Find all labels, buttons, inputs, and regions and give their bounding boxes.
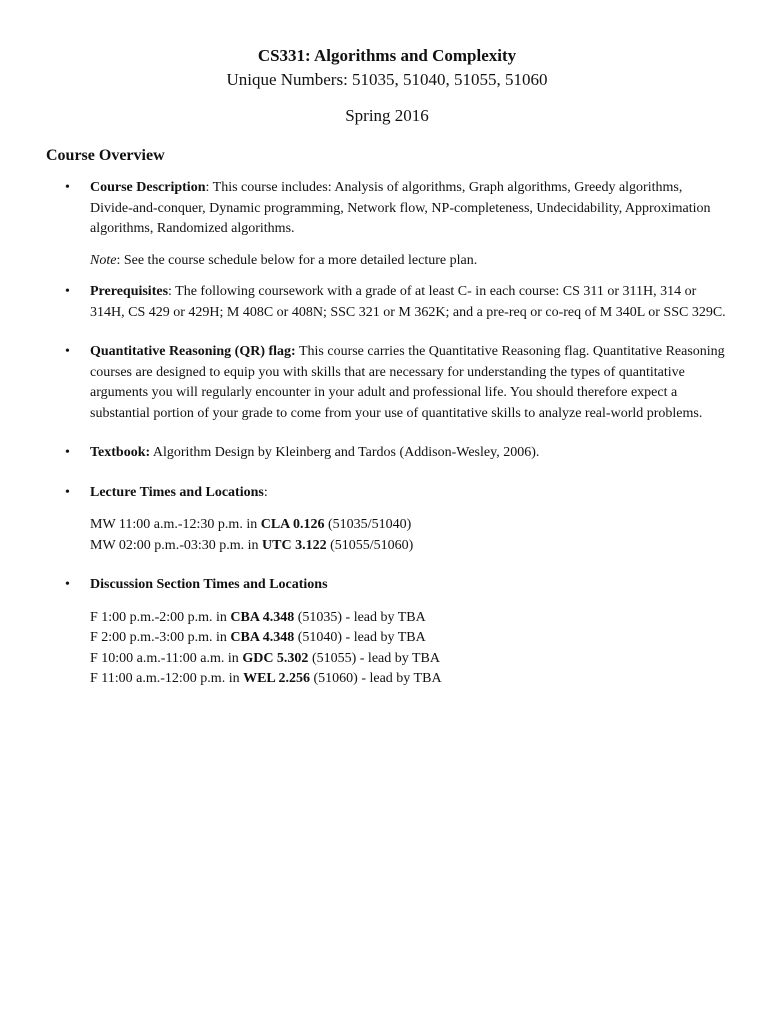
- prerequisites-item: [46, 282, 728, 323]
- lecture-row: [90, 536, 728, 557]
- bullet-icon: •: [65, 344, 70, 359]
- qr-flag: [90, 342, 728, 424]
- lecture-room: CLA 0.126: [260, 517, 325, 532]
- bullet-icon: •: [65, 484, 70, 500]
- lecture-room: UTC 3.122: [262, 537, 327, 553]
- bullet-icon: •: [65, 284, 70, 299]
- discussion-time: F 11:00 a.m.-12:00 p.m. in: [90, 671, 244, 686]
- discussion-time: F 2:00 p.m.-3:00 p.m. in: [90, 630, 231, 645]
- qr-flag-text: This course carries the Quantitative Reasoning flag. Quantitative Reasoning courses are designed to equip you with skills that are necessary for understanding the types of quantitative arguments you will regularly encounter in your adult and professional life. You should therefore expect a substantial portion of your grade to come from your use of quantitative skills to analyze real-world problems.: [90, 344, 725, 421]
- course-description-label: Course Description: [90, 180, 206, 195]
- qr-flag-item: [46, 342, 728, 424]
- discussion-times-heading: [90, 575, 728, 596]
- textbook-item: [46, 443, 728, 464]
- course-title: CS331: Algorithms and Complexity: [257, 46, 517, 65]
- bullet-icon: •: [65, 180, 70, 195]
- textbook-label: Textbook:: [90, 445, 151, 460]
- prerequisites: [90, 282, 728, 323]
- lecture-sections: (51055/51060): [326, 537, 414, 553]
- discussion-row: [90, 649, 728, 670]
- discussion-time: F 10:00 a.m.-11:00 a.m. in: [90, 650, 243, 666]
- note-label: Note: [90, 252, 117, 268]
- course-description-item: [46, 178, 728, 271]
- lecture-times-item: [46, 483, 728, 557]
- lecture-row: [90, 515, 728, 536]
- discussion-time: F 1:00 p.m.-2:00 p.m. in: [90, 609, 231, 625]
- discussion-room: CBA 4.348: [230, 609, 295, 625]
- textbook: [90, 443, 728, 464]
- qr-flag-label: Quantitative Reasoning (QR) flag:: [90, 344, 296, 359]
- discussion-row: [90, 608, 728, 629]
- lecture-list: [90, 515, 728, 556]
- section-heading-course-overview: Course Overview: [46, 147, 165, 164]
- course-description-text: : This course includes: Analysis of algorithms, Graph algorithms, Greedy algorithms, Divide-and-conquer, Dynamic programming, Network flow, NP-completeness, Undecidability, Approximation algorithms, Randomized algorithms.: [90, 180, 711, 236]
- prerequisites-label: Prerequisites: [90, 284, 169, 299]
- discussion-times-item: [46, 575, 728, 690]
- lecture-times-heading: [90, 483, 728, 504]
- discussion-row: [90, 628, 728, 649]
- note-text: : See the course schedule below for a more detailed lecture plan.: [116, 252, 478, 268]
- discussion-room: CBA 4.348: [230, 630, 295, 645]
- discussion-room: GDC 5.302: [242, 650, 309, 666]
- textbook-text: Algorithm Design by Kleinberg and Tardos (Addison-Wesley, 2006).: [150, 445, 540, 460]
- term: Spring 2016: [345, 106, 429, 125]
- lecture-times-colon: :: [263, 484, 268, 500]
- lecture-time: MW 11:00 a.m.-12:30 p.m. in: [90, 517, 261, 532]
- lecture-sections: (51035/51040): [324, 517, 412, 532]
- discussion-section: (51060) - lead by TBA: [310, 671, 442, 686]
- discussion-section: (51040) - lead by TBA: [294, 630, 426, 645]
- discussion-section: (51035) - lead by TBA: [294, 609, 426, 625]
- lecture-time: MW 02:00 p.m.-03:30 p.m. in: [90, 537, 263, 553]
- prerequisites-text: : The following coursework with a grade of at least C- in each course: CS 311 or 311H, 314 or 314H, CS 429 or 429H; M 408C or 408N; SSC 321 or M 362K; and a pre-req or co-req of M 340L or SSC 329C.: [90, 284, 726, 320]
- discussion-row: [90, 669, 728, 690]
- course-description: [90, 178, 728, 240]
- discussion-times-label: Discussion Section Times and Locations: [90, 577, 328, 592]
- bullet-icon: •: [65, 445, 70, 460]
- lecture-times-label: Lecture Times and Locations: [90, 484, 264, 500]
- course-note: [90, 251, 728, 272]
- unique-numbers: Unique Numbers: 51035, 51040, 51055, 51060: [226, 70, 548, 89]
- discussion-list: [90, 608, 728, 690]
- discussion-section: (51055) - lead by TBA: [308, 650, 440, 666]
- discussion-room: WEL 2.256: [243, 671, 310, 686]
- bullet-icon: •: [65, 577, 70, 592]
